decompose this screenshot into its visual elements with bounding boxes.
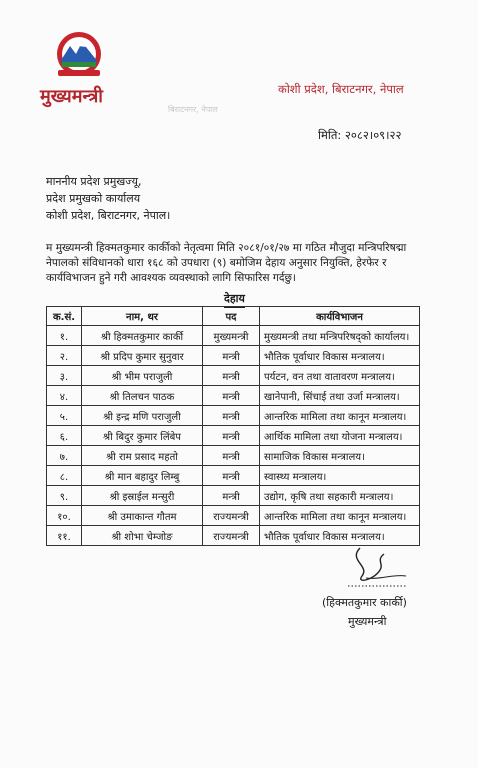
row-sn: २.	[47, 346, 82, 366]
header-sn: क.सं.	[47, 307, 82, 326]
row-sn: १०.	[47, 506, 82, 526]
row-sn: ११.	[47, 526, 82, 546]
table-row	[47, 506, 420, 526]
row-post: मन्त्री	[203, 346, 260, 366]
row-portfolio: भौतिक पूर्वाधार विकास मन्त्रालय।	[260, 346, 420, 366]
row-post: मन्त्री	[203, 386, 260, 406]
row-name: श्री हिक्मतकुमार कार्की	[82, 326, 203, 346]
row-post: राज्यमन्त्री	[203, 506, 260, 526]
row-name: श्री भीम पराजुली	[82, 366, 203, 386]
row-portfolio: उद्योग, कृषि तथा सहकारी मन्त्रालय।	[260, 486, 420, 506]
row-name: श्री तिलचन पाठक	[82, 386, 203, 406]
row-portfolio: खानेपानी, सिंचाई तथा उर्जा मन्त्रालय।	[260, 386, 420, 406]
row-portfolio: सामाजिक विकास मन्त्रालय।	[260, 446, 420, 466]
row-name: श्री शोभा चेम्जोङ	[82, 526, 203, 546]
table-row	[47, 486, 420, 506]
row-post: मन्त्री	[203, 426, 260, 446]
row-sn: ७.	[47, 446, 82, 466]
schedule-title: देहाय	[224, 291, 245, 308]
row-portfolio: स्वास्थ्य मन्त्रालय।	[260, 466, 420, 486]
table-row	[47, 406, 420, 426]
row-portfolio: भौतिक पूर्वाधार विकास मन्त्रालय।	[260, 526, 420, 546]
row-sn: ४.	[47, 386, 82, 406]
table-row	[47, 326, 420, 346]
table-row	[47, 426, 420, 446]
row-sn: ८.	[47, 466, 82, 486]
signatory-name: (हिक्मतकुमार कार्की)	[322, 596, 407, 609]
row-sn: ९.	[47, 486, 82, 506]
header-post: पद	[203, 307, 260, 326]
row-portfolio: मुख्यमन्त्री तथा मन्त्रिपरिषद्को कार्यालय।	[260, 326, 420, 346]
row-portfolio: आन्तरिक मामिला तथा कानून मन्त्रालय।	[260, 506, 420, 526]
recipient-line-3: कोशी प्रदेश, बिराटनगर, नेपाल।	[46, 209, 171, 222]
signatory-post: मुख्यमन्त्री	[348, 615, 387, 628]
faint-address: बिराटनगर, नेपाल	[168, 105, 218, 114]
table-row	[47, 446, 420, 466]
state-emblem-icon	[48, 30, 110, 80]
row-name: श्री इन्द्र मणि पराजुली	[82, 406, 203, 426]
table-row	[47, 466, 420, 486]
row-post: मन्त्री	[203, 466, 260, 486]
letter-date: मिति: २०८२।०९।२२	[318, 128, 402, 142]
letterhead-title: मुख्यमन्त्री	[40, 86, 103, 107]
handwritten-signature	[340, 540, 410, 590]
row-post: मन्त्री	[203, 486, 260, 506]
row-name: श्री उमाकान्त गौतम	[82, 506, 203, 526]
row-post: मुख्यमन्त्री	[203, 326, 260, 346]
row-sn: ५.	[47, 406, 82, 426]
row-name: श्री मान बहादुर लिम्बु	[82, 466, 203, 486]
table-row	[47, 346, 420, 366]
recipient-line-1: माननीय प्रदेश प्रमुखज्यू,	[46, 175, 142, 188]
row-sn: १.	[47, 326, 82, 346]
cabinet-table	[46, 306, 420, 546]
row-sn: ६.	[47, 426, 82, 446]
row-name: श्री इस्राईल मन्सुरी	[82, 486, 203, 506]
row-post: राज्यमन्त्री	[203, 526, 260, 546]
row-name: श्री बिदुर कुमार लिंबेप	[82, 426, 203, 446]
letter-body: म मुख्यमन्त्री हिक्मतकुमार कार्कीको नेतृत्वमा मिति २०८१/०१/२७ मा गठित मौजुदा मन्त्रिपरिषद्मा नेपालको संविधानको धारा १६८ को उपधारा (९) बमोजिम देहाय अनुसार नियुक्ति, हेरफेर र कार्यविभाजन हुने गरी आवश्यक व्यवस्थाको लागि सिफारिस गर्दछु।	[46, 242, 407, 284]
recipient-line-2: प्रदेश प्रमुखको कार्यालय	[46, 192, 141, 205]
row-portfolio: आन्तरिक मामिला तथा कानून मन्त्रालय।	[260, 406, 420, 426]
table-row	[47, 386, 420, 406]
table-row	[47, 366, 420, 386]
row-name: श्री प्रदिप कुमार सुनुवार	[82, 346, 203, 366]
row-portfolio: पर्यटन, वन तथा वातावरण मन्त्रालय।	[260, 366, 420, 386]
header-portfolio: कार्यविभाजन	[260, 307, 420, 326]
row-sn: ३.	[47, 366, 82, 386]
table-header-row	[47, 307, 420, 326]
header-name: नाम, थर	[82, 307, 203, 326]
row-post: मन्त्री	[203, 406, 260, 426]
row-post: मन्त्री	[203, 366, 260, 386]
province-address: कोशी प्रदेश, बिराटनगर, नेपाल	[278, 82, 404, 96]
row-portfolio: आर्थिक मामिला तथा योजना मन्त्रालय।	[260, 426, 420, 446]
row-name: श्री राम प्रसाद महतो	[82, 446, 203, 466]
row-post: मन्त्री	[203, 446, 260, 466]
